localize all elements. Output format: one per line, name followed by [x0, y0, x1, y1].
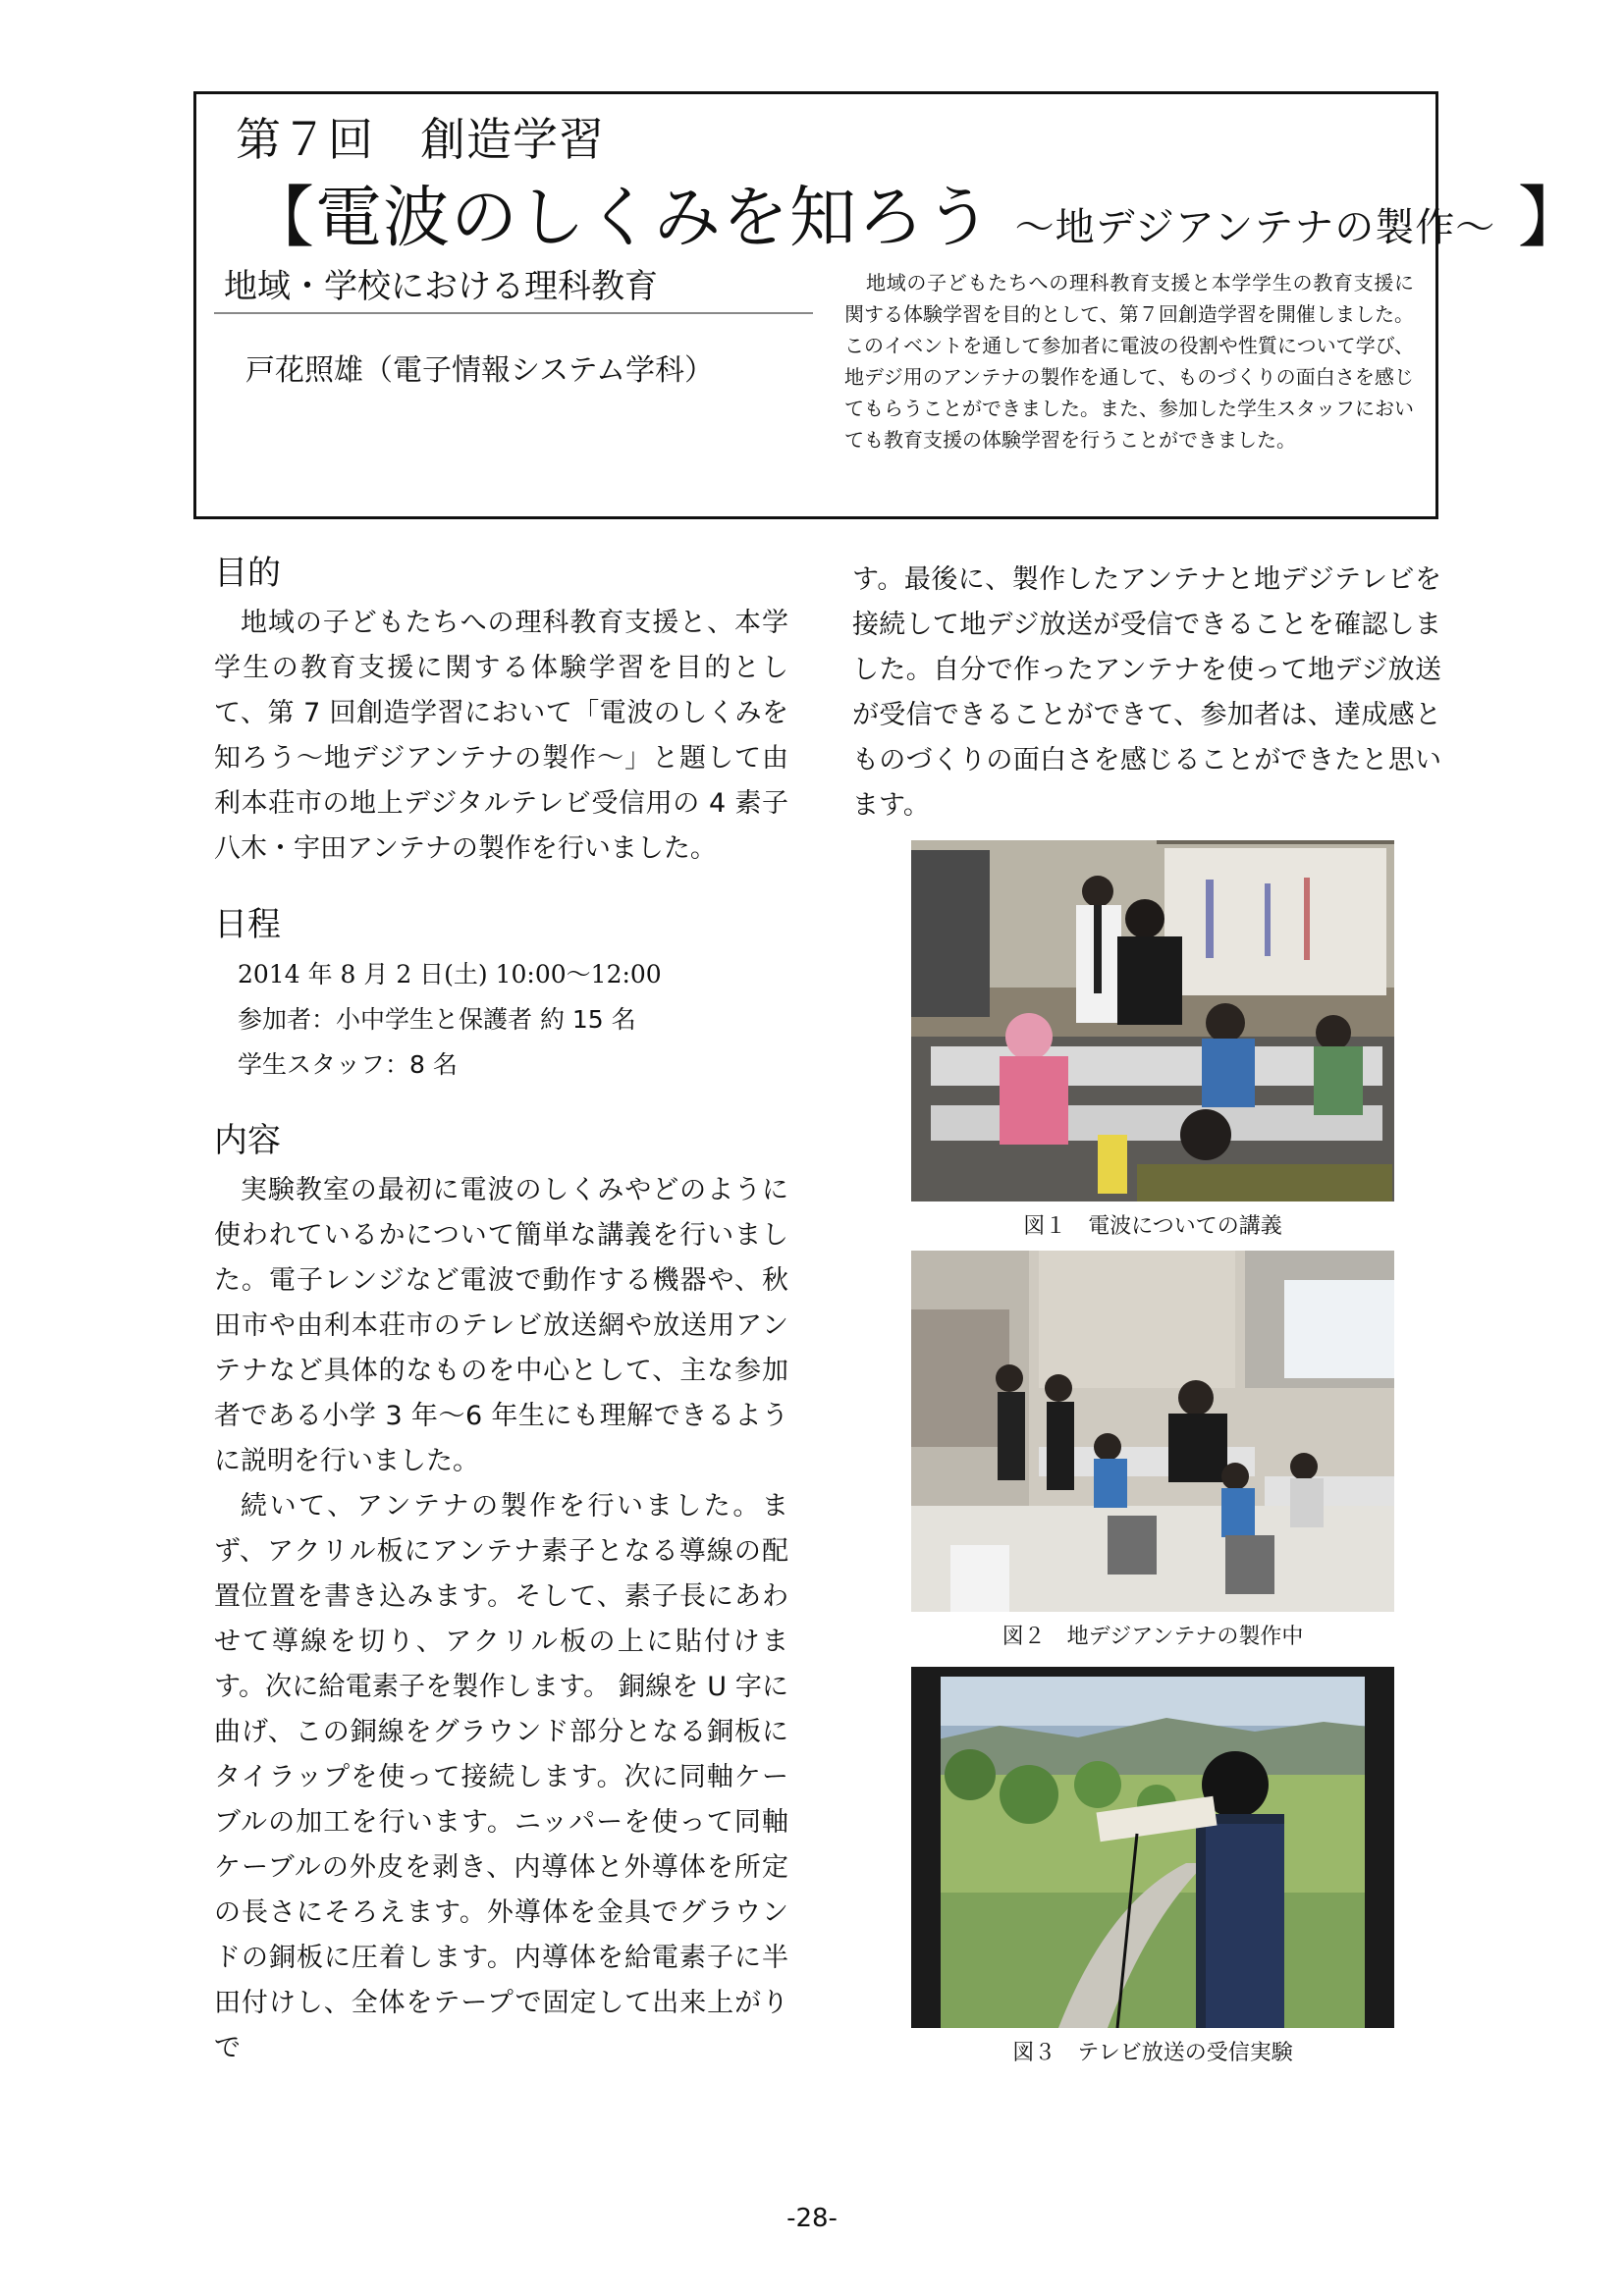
schedule-date: 2014 年 8 月 2 日(土) 10:00～12:00	[238, 960, 662, 988]
content-paragraph-1: 実験教室の最初に電波のしくみやどのように使われているかについて簡単な講義を行いました。電子レンジなど電波で動作する機器や、秋田市や由利本荘市のテレビ放送網や放送用アンテナなど具体的なものを中心として、主な参加者である小学 3 年～6 年生にも理解できるように説明を行いました。	[214, 1175, 788, 1476]
author: 戸花照雄（電子情報システム学科）	[245, 353, 714, 388]
lecture-photo-image	[911, 840, 1394, 1201]
section-label: 地域・学校における理科教育	[224, 267, 658, 306]
purpose-heading: 目的	[214, 554, 281, 593]
abstract: 地域の子どもたちへの理科教育支援と本学学生の教育支援に関する体験学習を目的として、第７回創造学習を開催しました。このイベントを通して参加者に電波の役割や性質について学び、地デジ用のアンテナの製作を通して、ものづくりの面白さを感じてもらうことができました。また、参加した学生スタッフにおいても教育支援の体験学習を行うことができました。	[844, 271, 1414, 452]
figure-2-caption: 図２ 地デジアンテナの製作中	[1001, 1625, 1304, 1649]
content-paragraph-2: 続いて、アンテナの製作を行いました。まず、アクリル板にアンテナ素子となる導線の配置位置を書き込みます。そして、素子長にあわせて導線を切り、アクリル板の上に貼付けます。次に給電素子を製作します。 銅線を U 字に曲げ、この銅線をグラウンド部分となる銅板にタイラップを使って接続します。次に同軸ケーブルの加工を行います。ニッパーを使って同軸ケーブルの外皮を剥き、内導体と外導体を所定の長さにそろえます。外導体を金具でグラウンドの銅板に圧着します。内導体を給電素子に半田付けし、全体をテープで固定して出来上がりで	[214, 1491, 788, 2063]
schedule-staff: 学生スタッフ：8 名	[238, 1050, 458, 1079]
article-header	[193, 91, 1586, 519]
figure-1	[911, 840, 1394, 1240]
spacer	[214, 872, 788, 901]
workshop-photo-image	[911, 1251, 1394, 1612]
schedule-heading: 日程	[214, 905, 281, 944]
workshop-photo	[911, 1251, 1394, 1612]
figure-1-caption: 図１ 電波についての講義	[1023, 1214, 1282, 1239]
title-subtitle: ～地デジアンテナの製作～	[1014, 205, 1496, 250]
section-rule	[214, 312, 813, 314]
title-main: 【電波のしくみを知ろう	[247, 180, 994, 257]
reception-photo	[911, 1667, 1394, 2028]
content-heading: 内容	[214, 1121, 281, 1160]
page-number: -28-	[786, 2204, 838, 2233]
right-column	[852, 558, 1441, 828]
figure-2	[911, 1251, 1394, 1650]
content-paragraph-3: す。最後に、製作したアンテナと地デジテレビを接続して地デジ放送が受信できることを確認しました。自分で作ったアンテナを使って地デジ放送が受信できることができて、参加者は、達成感とものづくりの面白さを感じることができたと思います。	[852, 564, 1441, 821]
article-title	[247, 165, 1586, 260]
left-column	[214, 550, 788, 2071]
purpose-text: 地域の子どもたちへの理科教育支援と、本学学生の教育支援に関する体験学習を目的として、第 7 回創造学習において「電波のしくみを知ろう～地デジアンテナの製作～」と題して由利本荘市の地上デジタルテレビ受信用の 4 素子八木・宇田アンテナの製作を行いました。	[214, 608, 788, 864]
series-title: 第７回 創造学習	[236, 113, 605, 166]
spacer	[214, 1088, 788, 1117]
figure-3-caption: 図３ テレビ放送の受信実験	[1012, 2041, 1293, 2065]
reception-photo-image	[911, 1667, 1394, 2028]
title-close-bracket: 】	[1517, 180, 1586, 257]
figure-3	[911, 1667, 1394, 2066]
schedule-participants: 参加者：小中学生と保護者 約 15 名	[238, 1005, 636, 1034]
lecture-photo	[911, 840, 1394, 1201]
